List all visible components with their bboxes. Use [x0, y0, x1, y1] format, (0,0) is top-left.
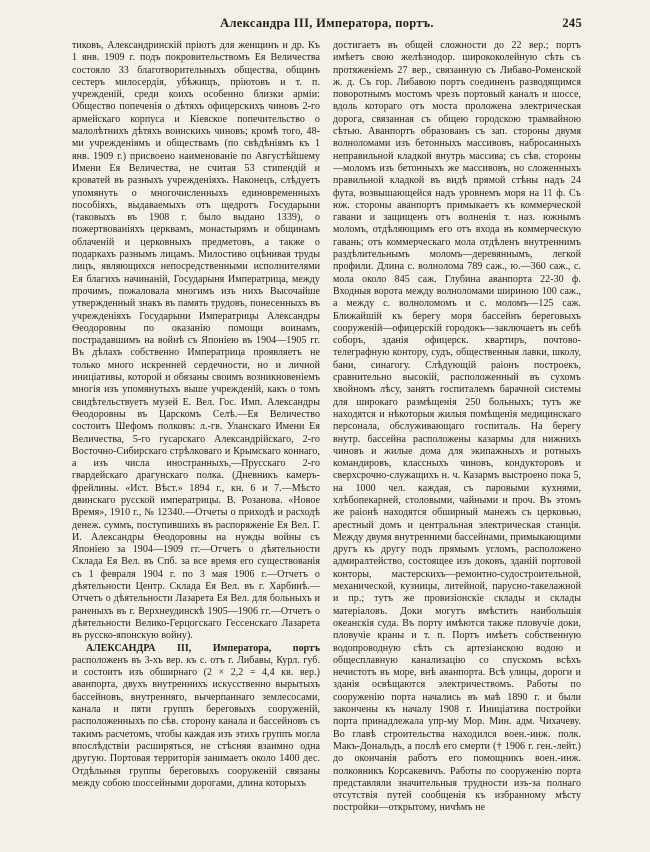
running-title: Александра III, Императора, портъ. [220, 16, 434, 30]
paragraph-right-continuation [333, 40, 581, 815]
continuation-text: тиковъ, Александринскій пріютъ для женщинъ и др. Къ 1 янв. 1909 г. подъ покровительствомъ Ея Величества состояло 33 благотворительныхъ общества, общинъ сестеръ милосердія, убѣжищъ, пріютовъ и т. п. учрежденій, среди коихъ особенно близки арміи: Общество попеченія о дѣтяхъ офицерскихъ чиновъ 2-го армейскаго корпуса и Кіевское попечительство о малолѣтнихъ дѣтяхъ воинскихъ чиновъ; кромѣ того, 48-ми учрежденіямъ и обществамъ (по свѣдѣніямъ къ 1 янв. 1909 г.) присвоено наименованіе по Августѣйшему Имени Ея Величества, не считая 53 стипендій и кроватей въ разныхъ учрежденіяхъ. Наконецъ, слѣдуетъ упомянуть о многочисленныхъ единовременныхъ пособіяхъ, выдаваемыхъ отъ щедротъ Государыни (таковыхъ въ 1908 г. было выдано 1339), о пожертвованіяхъ церквамъ, монастырямъ и общинамъ облаченій и церковныхъ предметовъ, а также о подаркахъ разнымъ лицамъ. Милостиво оцѣнивая труды лицъ, являющихся непосредственными исполнителями Ея благихъ начинаній, Государыня Императрица, между прочимъ, пожаловала многимъ изъ нихъ Высочайше утвержденный знакъ въ память трудовъ, понесенныхъ въ учрежденіяхъ Государыни Императрицы Александры Ѳеодоровны по оказанію помощи воинамъ, пострадавшимъ на войнѣ съ Японіею въ 1904—1905 гг. Въ дѣлахъ собственно Императрица проявляетъ не только много искренней сердечности, но и личной иниціативы, которой и обязаны своимъ возникновеніемъ многія изъ упомянутыхъ выше учрежденій, какъ о томъ свидѣтельствуетъ музей Е. Вел. Гос. Имп. Александры Ѳеодоровны въ Царскомъ Селѣ.—Ея Величество состоитъ Шефомъ полковъ: л.-гв. Уланскаго Имени Ея Величества, 5-го гусарскаго Александрійскаго, 2-го Восточно-Сибирскаго стрѣлковаго и Крымскаго коннаго, а изъ числа иностранныхъ,—Прусскаго 2-го гвардейскаго драгунскаго полка. [72, 40, 320, 482]
page-number: 245 [562, 16, 582, 30]
right-column [333, 40, 581, 840]
right-column-text: достигаетъ въ общей сложности до 22 вер.; портъ имѣетъ свою желѣзнодор. ширококолейную сѣть съ протяженіемъ 27 вер., связанную съ Либаво-Роменской ж. д. Съ гор. Либавою портъ соединенъ разводящимся поворотнымъ мостомъ чрезъ портовый каналъ и шоссе, вдоль котораго отъ моста проложена электрическая дорога, связанная съ общею городскою трамвайною сѣтью. Аванпортъ образованъ съ зап. стороны двумя волноломами изъ бетонныхъ массивовъ, набросанныхъ неправильной кладкой внутрь массива; съ сѣв. стороны—моломъ изъ бетонныхъ же массивовъ, но сложенныхъ правильной кладкой въ видѣ прямой стѣны надъ 24 фута, возвышающейся надъ уровнемъ моря на 11 ф. Съ юж. стороны аванпортъ примыкаетъ къ коммерческой гавани и защищенъ отъ волненія т. наз. южнымъ моломъ, отдѣляющимъ его отъ входа въ коммерческую гавань; отъ коммерческаго мола отдѣленъ внутреннимъ раздѣлительнымъ моломъ—деревяннымъ, легкой профили. Длина с. волнолома 789 саж., ю.—360 саж., с. мола около 845 саж. Глубина аванпорта 22-30 ф. Входныя ворота между волноломами шириною 100 саж., а между с. волноломомъ и с. моломъ—125 саж. Ближайшій къ берегу моря бассейнъ береговыхъ сооруженій—офицерскій городокъ—заключаетъ въ себѣ соборъ, зданія офицерск. квартиръ, почтово-телеграфную контору, судъ, общественныя лавки, школу, бани, синагогу. Слѣдующій раіонъ построекъ, сравнительно высокій, расположенный въ сухомъ хвойномъ лѣсу, занятъ госпиталемъ барачной системы для широкаго размѣщенія 250 больныхъ; тутъ же находятся и нѣкоторыя жилыя помѣщенія медицинскаго персонала, обслуживающаго госпиталь. На берегу внутр. бассейна расположены казармы для нижнихъ чиновъ и жилые дома для экипажныхъ и ротныхъ командировъ, классныхъ чиновъ, кондукторовъ и сверхсрочно-служащихъ н. ч. Казармъ выстроено пока 5, на 1000 чел. каждая, съ паровыми кухнями, хлѣбопекарней, столовыми, чайными и проч. Въ этомъ же раіонѣ находятся обширный манежъ съ церковью, арестный домъ и центральная электрическая станція. Между двумя внутренними бассейнами, примыкающими другъ къ другу подъ прямымъ угломъ, расположено адмиралтейство, состоящее изъ доковъ, зданій портовой конторы, мастерскихъ—ремонтно-судостроительной, механической, кузницы, литейной, парусно-такелажной и пр.; тутъ же провизіонскіе склады и склады матеріаловъ. Доки могутъ вмѣстить наибольшія океанскія суда. Въ порту имѣются также пловучіе доки, пловучіе краны и т. п. Портъ имѣетъ собственную водопроводную сѣть съ артезіанскою водою и общесплавную канализацію со спускомъ всѣхъ нечистотъ въ море, внѣ аванпорта. Всѣ улицы, дороги и зданія освѣщаются электричествомъ. Работы по сооруженію порта начались въ маѣ 1890 г. и были закончены къ началу 1908 г. Иниціатива постройки порта принадлежала упр-му Мор. Мин. адм. Чихачеву. Во главѣ строительства находился воен.-инж. полк. Макъ-Дональдъ, а послѣ его смерти († 1906 г. ген.-лейт.) до окончанія работъ его помощникъ воен.-инж. полковникъ Корсакевичъ. Работы по сооруженію порта представляли значительныя трудности изъ-за полнаго отсутствія путей сообщенія къ избранному мѣсту постройки—открытому, ничѣмъ не [333, 40, 581, 814]
article-body-text: расположенъ въ 3-хъ вер. къ с. отъ г. Либавы, Курл. губ. и состоитъ изъ обширнаго (2 × 2,2 = 4,4 кв. вер.) аванпорта, двухъ внутреннихъ искусственно вырытыхъ бассейновъ, внутренняго, вычерпаннаго землесосами, канала и пяти группъ береговыхъ сооруженій, расположенныхъ по сѣв. сторону канала и бассейновъ съ такимъ расчетомъ, чтобы каждая изъ этихъ группъ могла впослѣдствіи расширяться, не стѣсняя взаимно одна другую. Портовая территорія занимаетъ около 1400 дес. Отдѣльныя группы береговыхъ сооруженій связаны между собою шоссейными дорогами, длина которыхъ [72, 654, 320, 789]
paragraph-continuation [72, 40, 320, 643]
running-header [72, 15, 582, 31]
article-paragraph [72, 643, 320, 791]
text-columns [72, 40, 582, 840]
article-heading: АЛЕКСАНДРА III, Императора, портъ [86, 642, 320, 654]
left-column [72, 40, 320, 840]
references-text: (Дневникъ камеръ-фрейлины. «Ист. Вѣст.» 1894 г., кн. 6 и 7.—Мѣсто двинскаго русской императрицы. В. Розанова. «Новое Время», 1910 г., № 12340.—Отчеты о приходѣ и расходѣ денеж. суммъ, поступившихъ въ распоряженіе Ея Вел. Г. И. Александры Ѳеодоровны на нужды войны съ Японіею за 1904—1909 гг.—Отчетъ о дѣятельности Склада Ея Вел. въ Спб. за все время его существованія съ 1 февраля 1904 г. по 3 мая 1906 г.—Отчетъ о дѣятельности Центр. Склада Ея Вел. въ г. Харбинѣ.—Отчетъ о дѣятельности Лазарета Ея Вел. для больныхъ и раненыхъ въ г. Верхнеудинскѣ 1905—1906 гг.—Отчетъ о дѣятельности Велико-Герцогскаго Гессенскаго Лазарета въ русско-японскую войну). [72, 470, 320, 642]
